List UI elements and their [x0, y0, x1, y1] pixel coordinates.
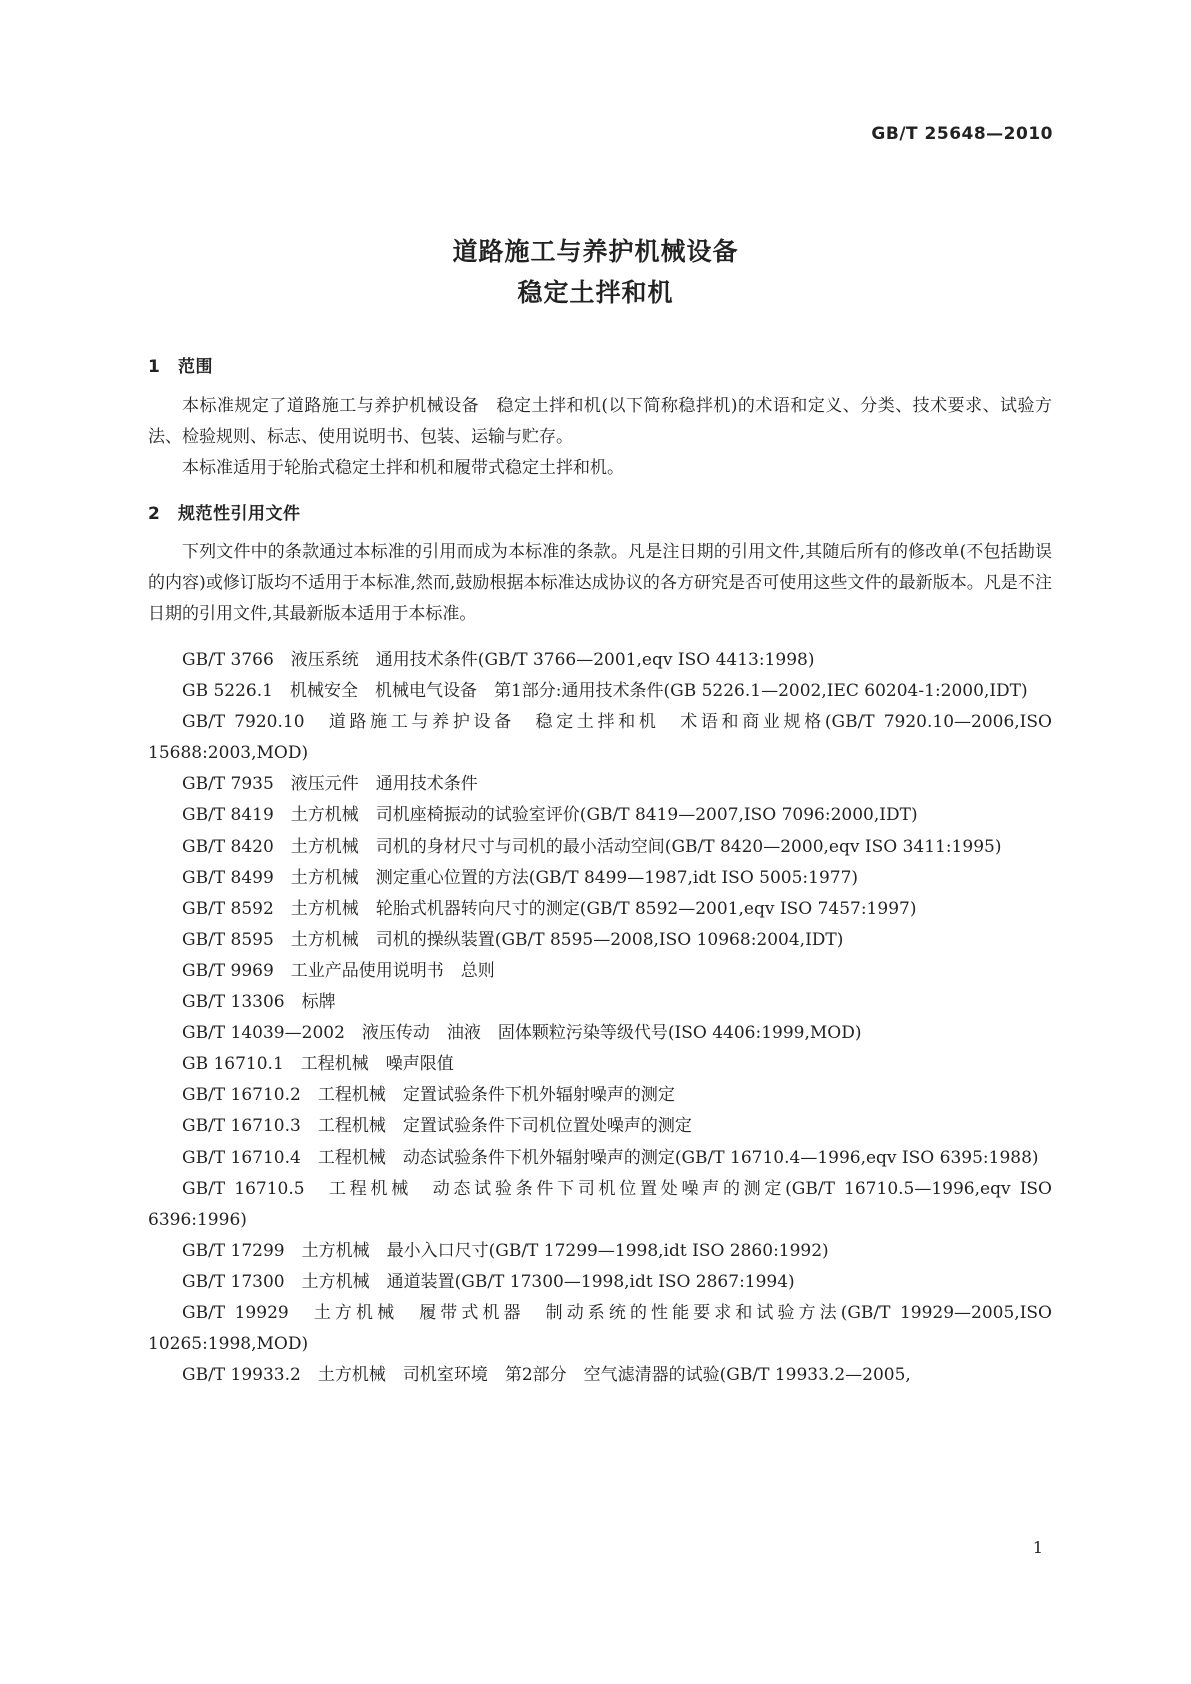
reference-list — [148, 645, 1052, 1391]
reference-item: GB/T 19929 土方机械 履带式机器 制动系统的性能要求和试验方法(GB/T 19929—2005,ISO 10265:1998,MOD) — [148, 1302, 1052, 1355]
reference-item: GB/T 7935 液压元件 通用技术条件 — [182, 774, 478, 795]
reference-item: GB/T 16710.2 工程机械 定置试验条件下机外辐射噪声的测定 — [182, 1085, 675, 1106]
reference-item: GB/T 16710.3 工程机械 定置试验条件下司机位置处噪声的测定 — [182, 1116, 692, 1137]
section-title: 规范性引用文件 — [178, 504, 301, 524]
scope-paragraph-1: 本标准规定了道路施工与养护机械设备 稳定土拌和机(以下简称稳拌机)的术语和定义、分类、技术要求、试验方法、检验规则、标志、使用说明书、包装、运输与贮存。 — [148, 396, 1052, 447]
reference-item: GB/T 3766 液压系统 通用技术条件(GB/T 3766—2001,eqv ISO 4413:1998) — [182, 650, 815, 670]
reference-item: GB/T 14039—2002 液压传动 油液 固体颗粒污染等级代号(ISO 4406:1999,MOD) — [182, 1023, 862, 1044]
reference-item: GB/T 19933.2 土方机械 司机室环境 第2部分 空气滤清器的试验(GB/T 19933.2—2005, — [182, 1365, 911, 1386]
reference-item: GB/T 8419 土方机械 司机座椅振动的试验室评价(GB/T 8419—2007,ISO 7096:2000,IDT) — [182, 805, 918, 826]
page-number: 1 — [1032, 1538, 1043, 1557]
reference-item: GB/T 9969 工业产品使用说明书 总则 — [182, 960, 495, 981]
section-title: 范围 — [178, 357, 213, 377]
reference-item: GB/T 13306 标牌 — [182, 992, 336, 1013]
document-title-line-2: 稳定土拌和机 — [517, 278, 674, 307]
reference-item: GB/T 16710.5 工程机械 动态试验条件下司机位置处噪声的测定(GB/T 16710.5—1996,eqv ISO 6396:1996) — [148, 1178, 1052, 1230]
section-1-heading — [148, 352, 213, 377]
normative-references-intro: 下列文件中的条款通过本标准的引用而成为本标准的条款。凡是注日期的引用文件,其随后所有的修改单(不包括勘误的内容)或修订版均不适用于本标准,然而,鼓励根据本标准达成协议的各方研究是否可使用这些文件的最新版本。凡是不注日期的引用文件,其最新版本适用于本标准。 — [148, 542, 1052, 624]
scope-paragraph-2: 本标准适用于轮胎式稳定土拌和机和履带式稳定土拌和机。 — [182, 458, 624, 478]
reference-item: GB/T 8499 土方机械 测定重心位置的方法(GB/T 8499—1987,idt ISO 5005:1977) — [182, 867, 859, 888]
section-number: 1 — [148, 357, 161, 377]
section-2-heading — [148, 499, 301, 524]
reference-item: GB 16710.1 工程机械 噪声限值 — [182, 1054, 454, 1075]
reference-item: GB/T 8420 土方机械 司机的身材尺寸与司机的最小活动空间(GB/T 8420—2000,eqv ISO 3411:1995) — [182, 836, 1002, 857]
section-number: 2 — [148, 504, 161, 524]
standard-number: GB/T 25648—2010 — [871, 124, 1053, 144]
reference-item: GB/T 8595 土方机械 司机的操纵装置(GB/T 8595—2008,ISO 10968:2004,IDT) — [182, 929, 844, 950]
reference-item: GB/T 16710.4 工程机械 动态试验条件下机外辐射噪声的测定(GB/T 16710.4—1996,eqv ISO 6395:1988) — [182, 1147, 1039, 1168]
section-2-body — [148, 537, 1052, 630]
reference-item: GB/T 8592 土方机械 轮胎式机器转向尺寸的测定(GB/T 8592—2001,eqv ISO 7457:1997) — [182, 898, 917, 919]
document-title-line-1: 道路施工与养护机械设备 — [452, 237, 739, 266]
reference-item: GB 5226.1 机械安全 机械电气设备 第1部分:通用技术条件(GB 5226.1—2002,IEC 60204-1:2000,IDT) — [182, 681, 1028, 702]
section-1-body — [148, 391, 1052, 484]
reference-item: GB/T 17300 土方机械 通道装置(GB/T 17300—1998,idt ISO 2867:1994) — [182, 1271, 795, 1292]
reference-item: GB/T 17299 土方机械 最小入口尺寸(GB/T 17299—1998,idt ISO 2860:1992) — [182, 1240, 829, 1261]
reference-item: GB/T 7920.10 道路施工与养护设备 稳定土拌和机 术语和商业规格(GB/T 7920.10—2006,ISO 15688:2003,MOD) — [148, 712, 1052, 764]
